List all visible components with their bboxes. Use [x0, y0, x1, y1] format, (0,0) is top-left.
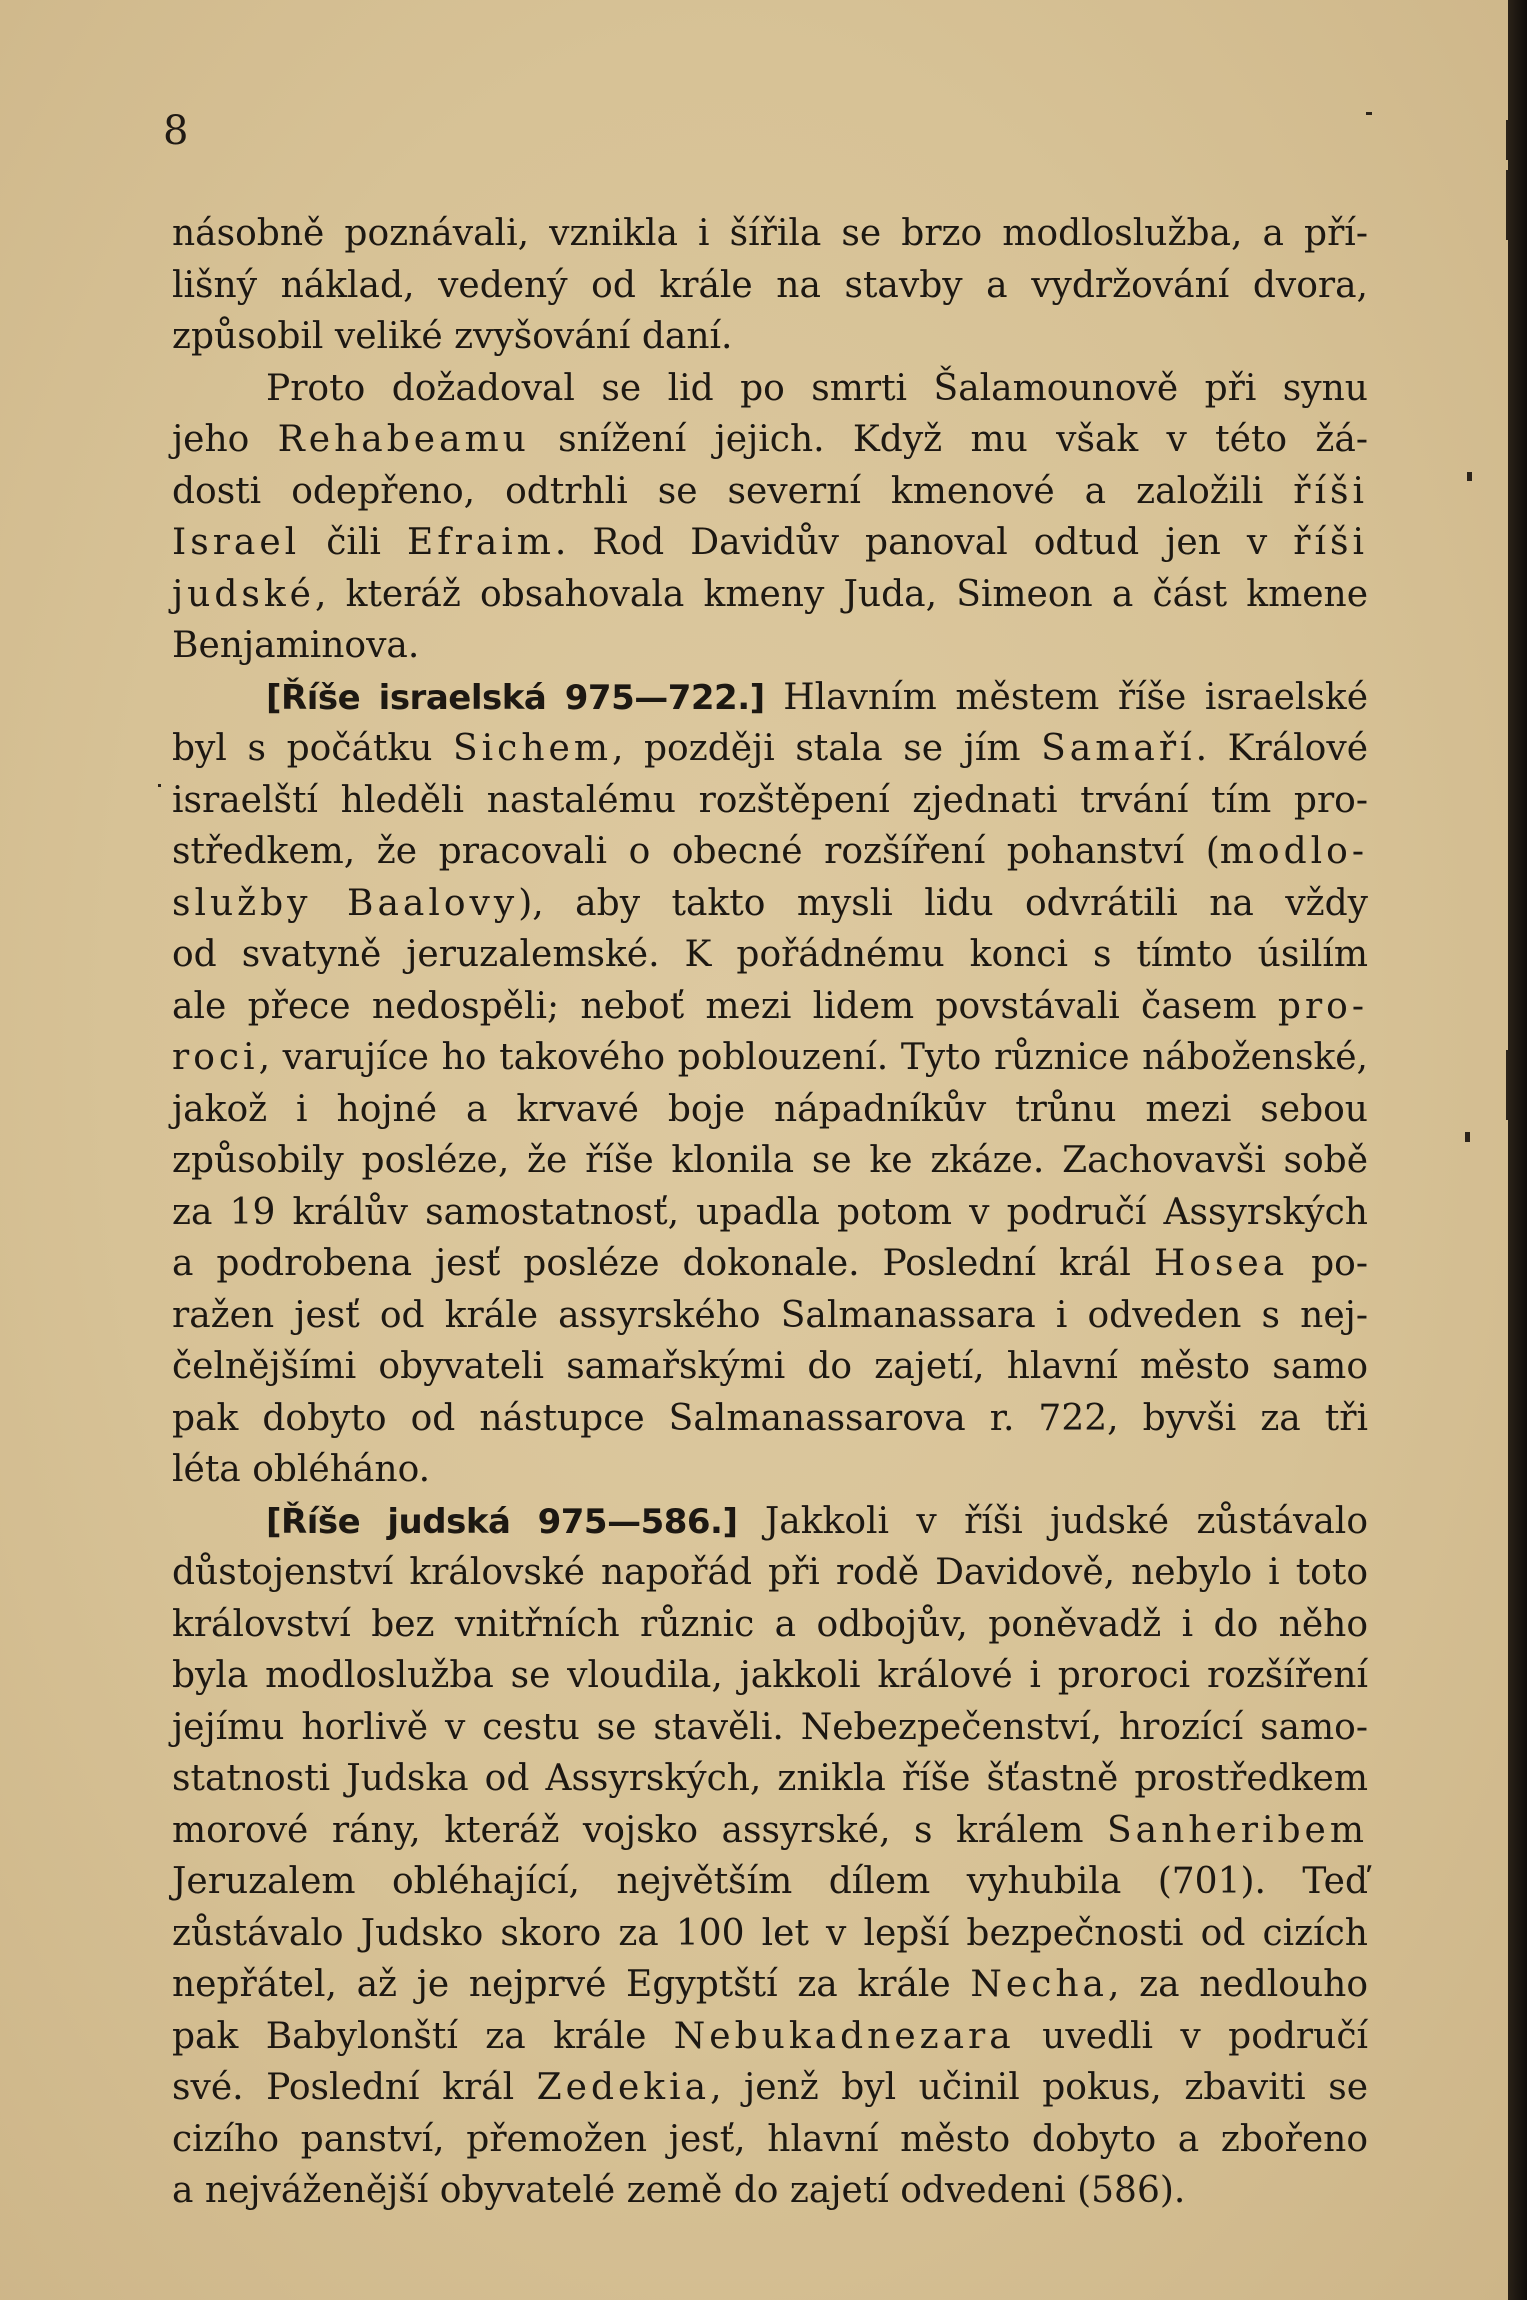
spaced-name: Necha: [970, 1964, 1109, 2005]
text-line: statnosti Judska od Assyrských, znikla říše šťastně prostředkem: [172, 1758, 1368, 1799]
page-number: 8: [163, 108, 189, 154]
text-line: byla modloslužba se vloudila, jakkoli králové i proroci rozšíření: [172, 1655, 1368, 1696]
text-line: léta obléháno.: [172, 1449, 431, 1490]
spaced-name: Hosea: [1153, 1243, 1289, 1284]
spaced-name: modlo-: [1219, 831, 1368, 872]
text-line: dosti odepřeno, odtrhli se severní kmenové a založili říši: [172, 470, 1368, 512]
spaced-name: říši: [1293, 470, 1368, 512]
text-line: Israel čili Efraim. Rod Davidův panoval odtud jen v říši: [172, 522, 1368, 563]
text-line: čelnějšími obyvateli samařskými do zajetí, hlavní město samo: [172, 1346, 1368, 1387]
text-line: pak dobyto od nástupce Salmanassarova r. 722, byvši za tři: [172, 1397, 1368, 1439]
spaced-name: roci: [172, 1037, 259, 1078]
spaced-name: pro-: [1277, 985, 1368, 1027]
spaced-name: služby Baalovy: [172, 882, 519, 924]
text-line: své. Poslední král Zedekia, jenž byl učinil pokus, zbaviti se: [172, 2067, 1368, 2108]
text-line: pak Babylonští za krále Nebukadnezara uvedli v područí: [172, 2015, 1368, 2057]
text-line: jeho Rehabeamu snížení jejich. Když mu však v této žá-: [172, 419, 1368, 460]
text-line: [Říše israelská 975—722.] Hlavním městem říše israelské: [266, 676, 1369, 718]
text-line: roci, varujíce ho takového poblouzení. Tyto různice náboženské,: [172, 1037, 1368, 1078]
spaced-name: říši: [1293, 522, 1368, 563]
text-line: lišný náklad, vedený od krále na stavby a vydržování dvora,: [172, 264, 1368, 306]
spaced-name: Israel: [172, 522, 301, 563]
spaced-name: Samaří: [1041, 728, 1196, 769]
text-line: středkem, že pracovali o obecné rozšíření pohanství (modlo-: [172, 831, 1368, 872]
ink-speck: [158, 784, 161, 787]
spaced-name: Efraim: [406, 522, 555, 563]
page-edge: [1508, 0, 1527, 2300]
ink-speck: [1465, 1132, 1470, 1142]
spaced-name: judské: [172, 573, 315, 615]
text-line: jakož i hojné a krvavé boje nápadníkův trůnu mezi sebou: [172, 1088, 1368, 1130]
section-heading-juda: [Říše judská 975—586.]: [266, 1501, 738, 1542]
text-line: a nejváženější obyvatelé země do zajetí odvedeni (586).: [172, 2170, 1186, 2211]
spaced-name: Nebukadnezara: [673, 2015, 1015, 2057]
text-line: judské, kteráž obsahovala kmeny Juda, Simeon a část kmene: [172, 573, 1368, 615]
text-line: Benjaminova.: [172, 625, 420, 666]
text-line: Jeruzalem obléhající, největším dílem vyhubila (701). Teď: [172, 1861, 1368, 1902]
text-line: zůstávalo Judsko skoro za 100 let v lepší bezpečnosti od cizích: [172, 1912, 1368, 1954]
spaced-name: Sanheribem: [1106, 1809, 1368, 1851]
text-line: jejímu horlivě v cestu se stavěli. Nebezpečenství, hrozící samo-: [172, 1706, 1368, 1748]
spaced-name: Rehabeamu: [277, 419, 530, 460]
ink-speck: [1467, 472, 1472, 481]
text-line: [Říše judská 975—586.] Jakkoli v říši judské zůstávalo: [266, 1500, 1368, 1542]
text-line: nepřátel, až je nejprvé Egyptští za krále Necha, za nedlouho: [172, 1964, 1368, 2005]
text-line: služby Baalovy), aby takto mysli lidu odvrátili na vždy: [172, 882, 1368, 924]
text-line: od svatyně jeruzalemské. K pořádnému konci s tímto úsilím: [172, 934, 1368, 975]
text-line: důstojenství královské napořád při rodě Davidově, nebylo i toto: [172, 1552, 1368, 1593]
text-line: cizího panství, přemožen jesť, hlavní město dobyto a zbořeno: [172, 2118, 1368, 2160]
spaced-name: Zedekia: [536, 2067, 711, 2108]
text-line: za 19 králův samostatnosť, upadla potom v područí Assyrských: [172, 1191, 1368, 1233]
text-line: byl s počátku Sichem, později stala se jím Samaří. Králové: [172, 728, 1369, 769]
spaced-name: Sichem: [453, 728, 612, 769]
text-line: království bez vnitřních různic a odbojův, poněvadž i do něho: [172, 1603, 1368, 1645]
text-line: násobně poznávali, vznikla i šířila se brzo modloslužba, a pří-: [172, 213, 1368, 254]
text-line: morové rány, kteráž vojsko assyrské, s králem Sanheribem: [172, 1809, 1368, 1851]
text-line: způsobily posléze, že říše klonila se ke zkáze. Zachovavši sobě: [172, 1140, 1368, 1181]
text-line: způsobil veliké zvyšování daní.: [172, 316, 733, 357]
text-line: ale přece nedospěli; neboť mezi lidem povstávali časem pro-: [172, 985, 1368, 1027]
text-line: israelští hleděli nastalému rozštěpení zjednati trvání tím pro-: [172, 779, 1368, 821]
section-heading-israel: [Říše israelská 975—722.]: [266, 677, 765, 718]
text-line: ražen jesť od krále assyrského Salmanassara i odveden s nej-: [172, 1294, 1368, 1336]
ink-speck: [1366, 112, 1372, 115]
body-text: [172, 208, 1368, 2217]
text-line: a podrobena jesť posléze dokonale. Poslední král Hosea po-: [172, 1243, 1368, 1284]
text-line: Proto dožadoval se lid po smrti Šalamounově při synu: [266, 367, 1368, 409]
